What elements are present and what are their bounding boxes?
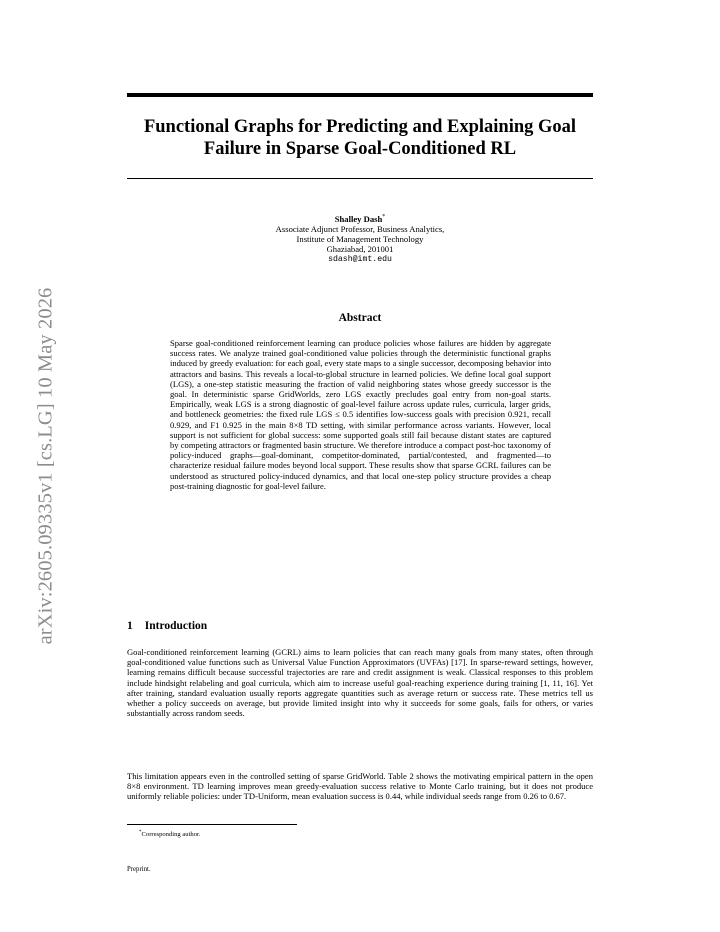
footnote [139,830,200,838]
preprint-label: Preprint. [127,866,151,873]
section-heading [127,620,207,632]
footnote-marker: * [139,830,142,835]
author-location: Ghaziabad, 201001 [326,244,394,255]
author-email[interactable]: sdash@imt.edu [328,254,392,264]
footnote-rule [127,824,297,825]
author-footnote-marker: * [382,214,386,220]
author-affiliation-line-1: Associate Adjunct Professor, Business Analytics, [275,224,445,235]
author-affiliation-line-2: Institute of Management Technology [296,234,424,245]
title-top-rule [127,93,593,97]
abstract-heading: Abstract [338,312,382,324]
author-block [127,212,593,265]
intro-paragraph-2: This limitation appears even in the controlled setting of sparse GridWorld. Table 2 shows the motivating empirical pattern in the open 8×8 environment. TD learning improves mean greedy-evaluation success relative to Monte Carlo training, but it does not produce uniformly reliable policies: under TD-Uniform, mean evaluation success is 0.44, while individual seeds range from 0.26 to 0.67. [127,771,593,802]
abstract-text: Sparse goal-conditioned reinforcement learning can produce policies whose failures are hidden by aggregate success rates. We analyze trained goal-conditioned value policies through the deterministic functional graphs induced by greedy evaluation: for each goal, every state maps to a single successor, decomposing behavior into attractors and basins. This reveals a local-to-global structure in learned policies. We define local goal support (LGS), a one-step statistic measuring the fraction of valid neighboring states whose greedy successor is the goal. In deterministic sparse GridWorlds, zero LGS exactly precludes goal entry from non-goal starts. Empirically, weak LGS is a strong diagnostic of goal-level failure across update rules, curricula, larger grids, and bottleneck geometries: the fixed rule LGS ≤ 0.5 identifies low-success goals with precision 0.921, recall 0.929, and F1 0.925 in the main 8×8 TD setting, with similar performance across variants. However, local support is not sufficient for global success: some supported goals still fail because distant states are captured by competing attractors or fragmented basin structure. We therefore introduce a compact post-hoc taxonomy of policy-induced graphs—goal-dominant, competitor-dominated, partial/contested, and fragmented—to characterize residual failure modes beyond local support. These results show that sparse GCRL failures can be understood as structured policy-induced dynamics, and that local one-step policy structure provides a cheap post-training diagnostic for goal-level failure. [170,338,551,491]
paper-title: Functional Graphs for Predicting and Explaining Goal Failure in Sparse Goal-Conditioned RL [143,117,577,159]
arxiv-identifier-stamp: arXiv:2605.09335v1 [cs.LG] 10 May 2026 [34,287,57,645]
author-name: Shalley Dash* [334,213,386,224]
footnote-text: Corresponding author. [141,831,201,839]
title-bottom-rule [127,178,593,179]
section-title: Introduction [144,620,208,632]
section-number: 1 [127,620,133,632]
intro-paragraph-1: Goal-conditioned reinforcement learning (GCRL) aims to learn policies that can reach many goals from many states, often through goal-conditioned value functions such as Universal Value Function Approximators (UVFAs) [17]. In sparse-reward settings, however, learning remains difficult because successful trajectories are rare and credit assignment is weak. Classical responses to this problem include hindsight relabeling and goal curricula, which aim to increase useful goal-reaching experience during training [1, 11, 16]. Yet after training, standard evaluation usually reports aggregate quantities such as average return or success rate. These metrics tell us whether a policy succeeds on average, but provide limited insight into why it succeeds for some goals, fails for others, or varies substantially across random seeds. [127,647,593,719]
